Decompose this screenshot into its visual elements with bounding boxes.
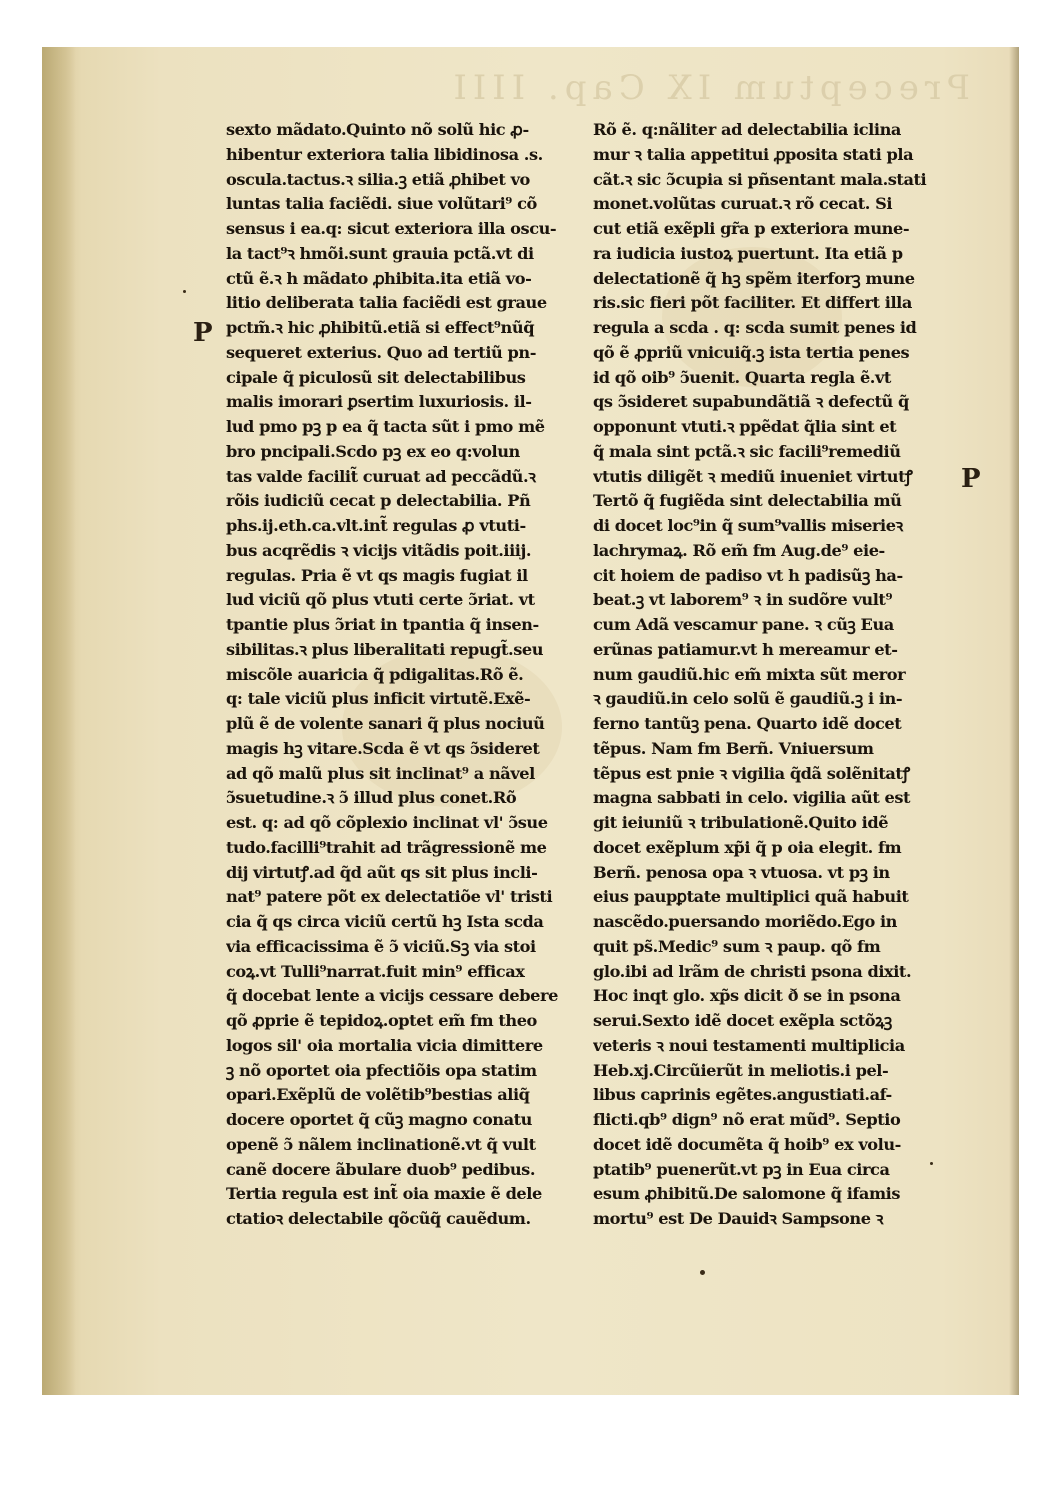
text-line: Hoc inqt glo. xp̃s dicit ð se in psona <box>593 986 901 1006</box>
text-line: malis imorari ꝑsertim luxuriosis. il- <box>226 392 532 412</box>
text-line: id qõ oib⁹ ɔ̃uenit. Quarta regla ẽ.vt <box>593 367 891 387</box>
text-line: docere oportet q̃ cũꝫ magno conatu <box>226 1110 532 1129</box>
text-line: vtutis diligẽt ꝛ mediũ inueniet virtutꝭ <box>593 466 913 486</box>
text-line: via efficacissima ẽ ɔ̃ viciũ.Sꝫ via stoi <box>226 936 536 956</box>
text-line: q: tale viciũ plus inficit virtutẽ.Exẽ- <box>226 689 531 709</box>
page-edge-shadow <box>1009 47 1019 1395</box>
text-line: regulas. Pria ẽ vt qs magis fugiat il <box>226 565 528 585</box>
text-line: regula a scda . q: scda sumit penes id <box>593 318 917 337</box>
text-line: qõ ẽ ꝓpriũ vnicuiq̃.ꝫ ista tertia penes <box>593 342 910 362</box>
text-line: hibentur exteriora talia libidinosa .s. <box>226 144 543 164</box>
text-line: tas valde facilit̃ curuat ad peccãdũ.ꝛ <box>226 466 536 486</box>
text-line: libus caprinis egẽtes.angustiati.af- <box>593 1085 892 1105</box>
text-line: mur ꝛ talia appetitui ꝓposita stati pla <box>593 144 914 164</box>
text-line: magis hꝫ vitare.Scda ẽ vt qs ɔ̃sideret <box>226 738 540 758</box>
text-line: nat⁹ patere põt ex delectatiõe vl' tristi <box>226 887 553 907</box>
text-line: esum ꝓhibitũ.De salomone q̃ ifamis <box>593 1184 900 1204</box>
right-text-column <box>593 118 943 1232</box>
text-line: num gaudiũ.hic em̃ mixta sũt meror <box>593 664 906 684</box>
text-line: cãt.ꝛ sic ɔ̃cupia si pñsentant mala.stati <box>593 169 927 189</box>
text-line: rõis iudiciũ cecat p delectabilia. Pñ <box>226 491 531 511</box>
text-line: sensus i ea.q: sicut exteriora illa oscu- <box>226 219 557 238</box>
text-line: q̃ mala sint pctã.ꝛ sic facili⁹remediũ <box>593 441 901 461</box>
text-line: cia q̃ qs circa viciũ certũ hꝫ Ista scda <box>226 912 544 931</box>
text-line: glo.ibi ad lrãm de christi psona dixit. <box>593 961 912 981</box>
text-line: veteris ꝛ noui testamenti multiplicia <box>593 1035 905 1055</box>
text-line: plũ ẽ de volente sanari q̃ plus nociuũ <box>226 714 545 733</box>
text-line: dij virtutꝭ.ad q̃d aũt qs sit plus incli- <box>226 862 538 882</box>
text-line: nascẽdo.puersando moriẽdo.Ego in <box>593 912 898 931</box>
text-line: opari.Exẽplũ de volẽtib⁹bestias aliq̃ <box>226 1085 530 1105</box>
text-line: ꝫ nõ oportet oia pfectiõis opa statim <box>226 1060 537 1080</box>
text-line: openẽ ɔ̃ nãlem inclinationẽ.vt q̃ vult <box>226 1134 536 1154</box>
text-line: Tertõ q̃ fugiẽda sint delectabilia mũ <box>593 491 902 511</box>
text-line: logos sil' oia mortalia vicia dimittere <box>226 1035 543 1055</box>
text-line: docet exẽplum xp̃i q̃ p oia elegit. fm <box>593 837 902 857</box>
text-line: cit hoiem de padiso vt h padisũꝫ ha- <box>593 565 903 585</box>
text-line: tudo.facilli⁹trahit ad trãgressionẽ me <box>226 837 547 857</box>
text-line: beat.ꝫ vt laborem⁹ ꝛ in sudõre vult⁹ <box>593 590 893 610</box>
text-line: lud viciũ qõ plus vtuti certe ɔ̃riat. vt <box>226 590 535 610</box>
text-line: lud pmo pꝫ p ea q̃ tacta sũt i pmo mẽ <box>226 417 545 436</box>
text-line: ctũ ẽ.ꝛ h mãdato ꝓhibita.ita etiã vo- <box>226 268 532 288</box>
text-line: luntas talia faciẽdi. siue volũtari⁹ cõ <box>226 194 537 214</box>
text-line: bus acqrẽdis ꝛ vicijs vitãdis poit.iiij. <box>226 540 532 560</box>
text-line: sibilitas.ꝛ plus liberalitati repugt̃.seu <box>226 639 544 659</box>
text-line: Tertia regula est int̃ oia maxie ẽ dele <box>226 1184 542 1204</box>
text-line: phs.ij.eth.ca.vlt.int̃ regulas ꝓ vtuti- <box>226 516 526 535</box>
text-line: magna sabbati in celo. vigilia aũt est <box>593 788 911 808</box>
text-line: ctatioꝛ delectabile qõcũq̃ cauẽdum. <box>226 1209 531 1228</box>
text-line: lachrymaꝝ. Rõ em̃ fm Aug.de⁹ eie- <box>593 540 885 560</box>
text-line: di docet loc⁹in q̃ sum⁹vallis miserieꝛ <box>593 516 903 535</box>
text-line: ꝛ gaudiũ.in celo solũ ẽ gaudiũ.ꝫ i in- <box>593 689 903 709</box>
text-line: tẽpus est pnie ꝛ vigilia q̃dã solẽnitatꝭ <box>593 763 910 783</box>
text-line: tpantie plus ɔ̃riat in tpantia q̃ insen- <box>226 615 539 634</box>
text-line: Berñ. penosa opa ꝛ vtuosa. vt pꝫ in <box>593 862 890 882</box>
text-line: quit ps̃.Medic⁹ sum ꝛ paup. qõ fm <box>593 936 881 956</box>
text-line: delectationẽ q̃ hꝫ spẽm iterforꝫ mune <box>593 268 915 288</box>
text-line: Heb.xj.Circũierũt in meliotis.i pel- <box>593 1060 889 1080</box>
text-line: ptatib⁹ puenerũt.vt pꝫ in Eua circa <box>593 1159 890 1179</box>
text-line: git ieiuniũ ꝛ tribulationẽ.Quito idẽ <box>593 813 889 832</box>
text-line: flicti.qb⁹ dign⁹ nõ erat mũd⁹. Septio <box>593 1110 901 1129</box>
text-line: bro pncipali.Scdo pꝫ ex eo q:volun <box>226 441 520 461</box>
text-line: pctm̃.ꝛ hic ꝓhibitũ.etiã si effect⁹nũq̃ <box>226 318 535 337</box>
text-line: sexto mãdato.Quinto nõ solũ hic ꝓ- <box>226 120 529 139</box>
left-text-column <box>226 118 576 1232</box>
text-line: q̃ docebat lente a vicijs cessare debere <box>226 986 558 1006</box>
text-line: ad qõ malũ plus sit inclinat⁹ a nãvel <box>226 763 535 783</box>
text-line: coꝝ.vt Tulli⁹narrat.fuit min⁹ efficax <box>226 961 525 981</box>
text-line: la tact⁹ꝛ hmõi.sunt grauia pctã.vt di <box>226 243 534 263</box>
text-line: Rõ ẽ. q:nãliter ad delectabilia iclina <box>593 120 901 139</box>
running-head-bleedthrough: Preceptum IX Cap. IIII <box>447 68 970 108</box>
text-line: cum Adã vescamur pane. ꝛ cũꝫ Eua <box>593 615 894 634</box>
text-line: qõ ꝓprie ẽ tepidoꝝ.optet em̃ fm theo <box>226 1011 537 1030</box>
text-line: ɔ̃suetudine.ꝛ ɔ̃ illud plus conet.Rõ <box>226 788 517 808</box>
text-line: mortu⁹ est De Dauidꝛ Sampsone ꝛ <box>593 1209 883 1228</box>
text-line: oscula.tactus.ꝛ silia.ꝫ etiã ꝓhibet vo <box>226 169 530 189</box>
text-line: docet idẽ documẽta q̃ hoib⁹ ex volu- <box>593 1134 901 1154</box>
margin-paragraph-mark-left: P <box>193 318 213 348</box>
text-line: canẽ docere ãbulare duob⁹ pedibus. <box>226 1159 536 1179</box>
text-line: eius paupꝑtate multiplici quã habuit <box>593 887 909 907</box>
text-line: tẽpus. Nam fm Berñ. Vniuersum <box>593 738 874 758</box>
text-line: opponunt vtuti.ꝛ ppẽdat q̃lia sint et <box>593 417 897 436</box>
text-line: serui.Sexto idẽ docet exẽpla sctõꝝꝫ <box>593 1011 892 1030</box>
text-line: litio deliberata talia faciẽdi est graue <box>226 293 547 313</box>
text-line: cut etiã exẽpli gr̃a p exteriora mune- <box>593 219 910 238</box>
text-line: est. q: ad qõ cõplexio inclinat vl' ɔ̃sue <box>226 813 548 832</box>
text-line: ferno tantũꝫ pena. Quarto idẽ docet <box>593 714 902 733</box>
text-line: cipale q̃ piculosũ sit delectabilibus <box>226 367 526 387</box>
ink-dot <box>183 290 186 293</box>
text-line: ra iudicia iustoꝝ puertunt. Ita etiã p <box>593 243 903 263</box>
text-line: miscõle auaricia q̃ pdigalitas.Rõ ẽ. <box>226 664 524 684</box>
margin-paragraph-mark-right: P <box>961 464 981 494</box>
text-line: sequeret exterius. Quo ad tertiũ pn- <box>226 342 536 362</box>
text-line: ris.sic fieri põt faciliter. Et differt illa <box>593 293 912 313</box>
ink-dot <box>930 1162 933 1165</box>
text-line: erũnas patiamur.vt h mereamur et- <box>593 639 898 659</box>
text-line: qs ɔ̃sideret supabundãtiã ꝛ defectũ q̃ <box>593 392 909 412</box>
text-line: monet.volũtas curuat.ꝛ rõ cecat. Si <box>593 194 893 214</box>
ink-dot <box>700 1270 705 1275</box>
